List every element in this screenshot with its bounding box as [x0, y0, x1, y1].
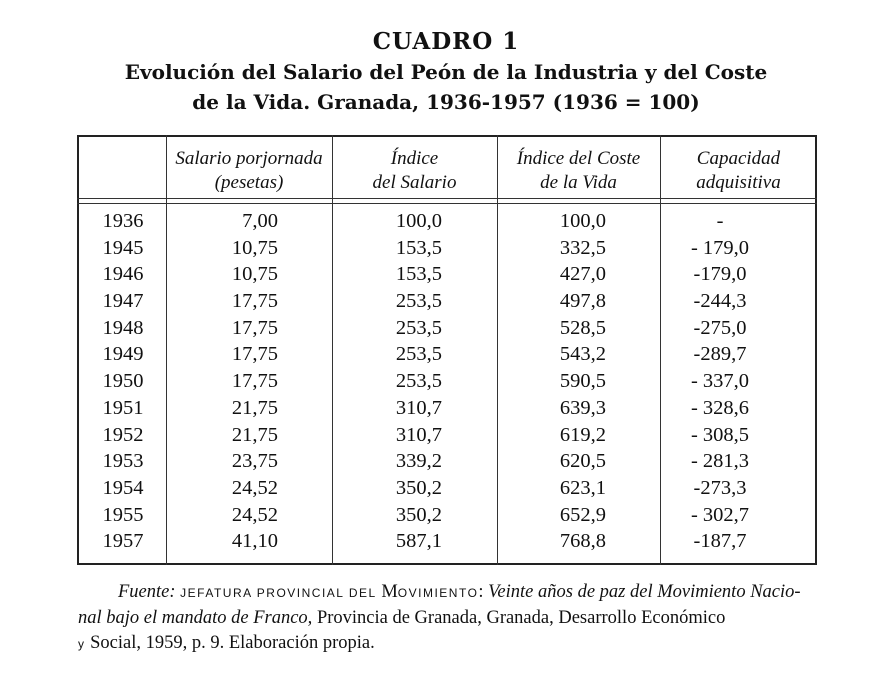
- table-cell: -275,0: [693, 316, 747, 339]
- table-cell: 587,1: [395, 530, 442, 553]
- column-years: [78, 208, 168, 555]
- table-cell: 427,0: [559, 263, 606, 286]
- table-cell: - 302,7: [690, 503, 750, 526]
- table-cell: 339,2: [395, 450, 442, 473]
- table-cell: 24,52: [231, 476, 278, 499]
- table-cell: 350,2: [395, 476, 442, 499]
- table-cell: 41,10: [231, 530, 278, 553]
- table-cell: - 337,0: [690, 370, 750, 393]
- table-cell: 1954: [102, 476, 144, 499]
- table-cell: - 179,0: [690, 236, 750, 259]
- table-cell: 1950: [102, 370, 144, 393]
- table-cell: 620,5: [559, 450, 606, 473]
- header-indice-coste: Índice del Coste de la Vida: [516, 148, 641, 193]
- source-line1: Fuente: JEFATURA PROVINCIAL DEL MOVIMIENTO: Veinte años de paz del Movimiento Nacio-: [118, 582, 801, 602]
- table-cell: 10,75: [231, 263, 278, 286]
- table-label: CUADRO 1: [372, 28, 520, 55]
- table-cell: 590,5: [559, 370, 606, 393]
- table-cell: 1957: [102, 530, 144, 553]
- table-cell: 100,0: [559, 210, 606, 232]
- table-cell: 1952: [102, 423, 144, 446]
- table-cell: 623,1: [559, 476, 606, 499]
- table-cell: 528,5: [559, 316, 606, 339]
- table-title-line1: Evolución del Salario del Peón de la Industria y del Coste: [124, 60, 768, 84]
- table-cell: 153,5: [395, 263, 442, 286]
- table-cell: 17,75: [231, 290, 278, 313]
- header-capacidad: Capacidad adquisitiva: [696, 148, 781, 193]
- table-cell: -244,3: [693, 290, 747, 313]
- table-cell: -: [716, 210, 724, 232]
- table-cell: 1936: [102, 210, 144, 232]
- source-line2: nal bajo el mandato de Franco, Provincia de Granada, Granada, Desarrollo Económico: [78, 608, 726, 628]
- table-cell: 652,9: [559, 503, 606, 526]
- table-cell: 310,7: [395, 396, 442, 419]
- table-cell: 1948: [102, 316, 144, 339]
- table-cell: - 281,3: [690, 450, 750, 473]
- table-cell: 23,75: [231, 450, 278, 473]
- table-cell: -179,0: [693, 263, 747, 286]
- table-cell: 768,8: [559, 530, 606, 553]
- table-cell: 17,75: [231, 343, 278, 366]
- table-cell: 17,75: [231, 370, 278, 393]
- table-cell: 310,7: [395, 423, 442, 446]
- table-cell: 100,0: [395, 210, 442, 232]
- header-divider-double: [77, 203, 817, 204]
- table-cell: 253,5: [395, 316, 442, 339]
- table-cell: 253,5: [395, 343, 442, 366]
- table-cell: 497,8: [559, 290, 606, 313]
- table-cell: 1945: [102, 236, 144, 259]
- column-salario: [170, 208, 278, 555]
- table-cell: 21,75: [231, 423, 278, 446]
- table-cell: 17,75: [231, 316, 278, 339]
- table-cell: 24,52: [231, 503, 278, 526]
- header-salario: Salario porjornada (pesetas): [175, 148, 323, 193]
- table-cell: 1947: [102, 290, 144, 313]
- table-cell: 1949: [102, 343, 144, 366]
- table-cell: 1946: [102, 263, 144, 286]
- header-indice-salario: Índice del Salario: [372, 148, 457, 193]
- table-cell: - 328,6: [690, 396, 750, 419]
- column-indice-salario: [330, 208, 442, 555]
- table-cell: 1955: [102, 503, 144, 526]
- table-cell: -289,7: [693, 343, 747, 366]
- table-cell: 10,75: [231, 236, 278, 259]
- table-cell: -273,3: [693, 476, 747, 499]
- column-capacidad: [660, 208, 780, 555]
- table-cell: -187,7: [693, 530, 747, 553]
- table-cell: 253,5: [395, 290, 442, 313]
- source-line3: y Social, 1959, p. 9. Elaboración propia.: [78, 633, 375, 653]
- column-indice-coste: [495, 208, 606, 555]
- table-cell: 350,2: [395, 503, 442, 526]
- table-cell: 253,5: [395, 370, 442, 393]
- table-cell: 21,75: [231, 396, 278, 419]
- table-cell: 619,2: [559, 423, 606, 446]
- table-cell: 7,00: [242, 210, 278, 232]
- table-cell: 153,5: [395, 236, 442, 259]
- table-cell: 332,5: [559, 236, 606, 259]
- header-divider: [77, 198, 817, 199]
- table-cell: 639,3: [559, 396, 606, 419]
- table-cell: 1953: [102, 450, 144, 473]
- table-cell: 1951: [102, 396, 144, 419]
- table-title-line2: de la Vida. Granada, 1936-1957 (1936 = 100): [192, 90, 700, 114]
- table-cell: - 308,5: [690, 423, 750, 446]
- table-cell: 543,2: [559, 343, 606, 366]
